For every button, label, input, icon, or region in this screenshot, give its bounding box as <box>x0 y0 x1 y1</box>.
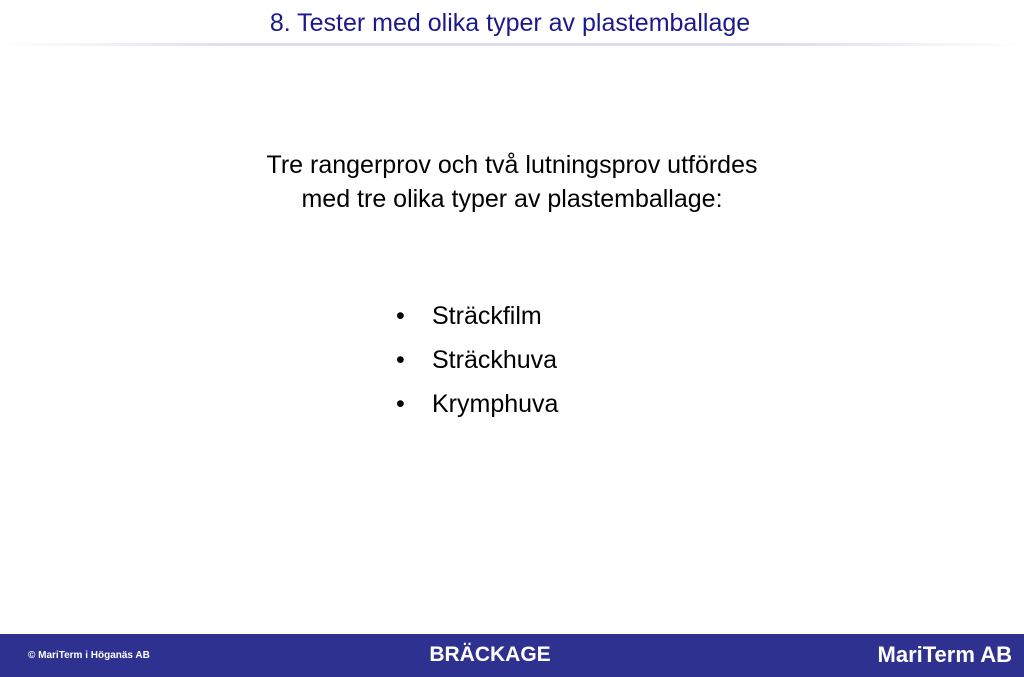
list-item <box>396 386 558 430</box>
footer-bar <box>0 634 1024 677</box>
slide-title: 8. Tester med olika typer av plastemballage <box>269 9 751 37</box>
bullet-icon: • <box>396 302 405 330</box>
intro-text <box>0 148 1024 216</box>
list-item <box>396 298 558 342</box>
title-divider <box>0 43 1024 46</box>
list-item <box>396 342 558 386</box>
footer-copyright: © MariTerm i Höganäs AB <box>28 650 150 661</box>
company-logo: MariTerm AB <box>877 642 1012 667</box>
intro-line-1: Tre rangerprov och två lutningsprov utfördes <box>266 151 758 179</box>
bullet-icon: • <box>396 390 405 418</box>
bullet-label: Sträckhuva <box>432 346 558 374</box>
packaging-type-list <box>396 298 558 430</box>
footer-section-label: BRÄCKAGE <box>429 643 551 666</box>
bullet-label: Sträckfilm <box>432 302 542 330</box>
bullet-label: Krymphuva <box>432 390 559 418</box>
bullet-icon: • <box>396 346 405 374</box>
intro-line-2: med tre olika typer av plastemballage: <box>301 185 723 213</box>
